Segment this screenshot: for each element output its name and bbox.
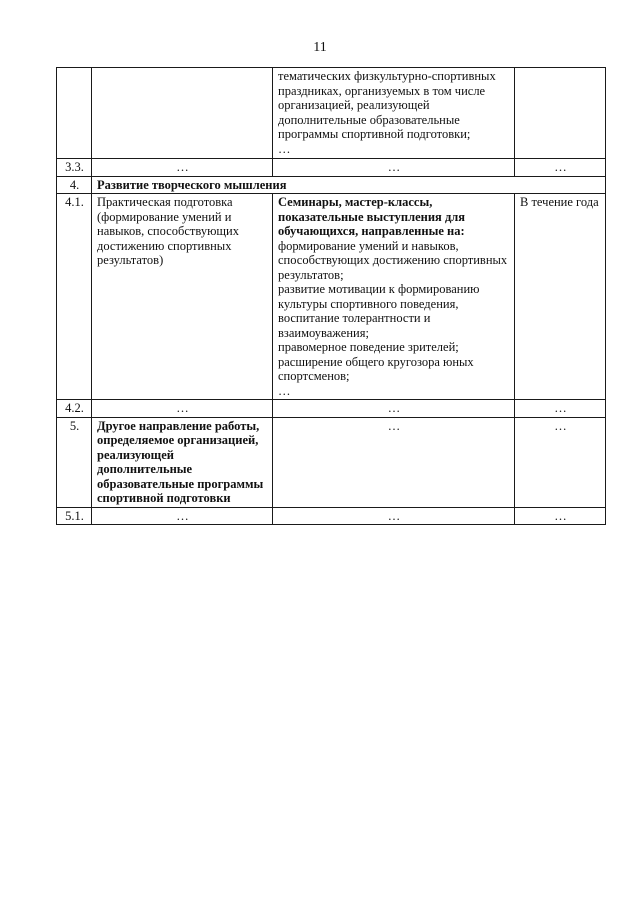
table-row-3-3 — [57, 159, 606, 177]
row-number-cell: 4.2. — [57, 400, 92, 418]
table-row-4-1 — [57, 194, 606, 400]
direction-cell: … — [92, 400, 273, 418]
timing-cell: … — [515, 400, 606, 418]
timing-cell: … — [515, 417, 606, 507]
section-title-cell: Развитие творческого мышления — [92, 176, 606, 194]
activity-cell: … — [273, 507, 515, 525]
activity-cell: … — [273, 159, 515, 177]
activity-heading: Семинары, мастер-классы, показательные выступления для обучающихся, направленные на: — [278, 195, 466, 238]
row-number-cell: 3.3. — [57, 159, 92, 177]
row-number-cell — [57, 68, 92, 159]
row-number-cell: 5. — [57, 417, 92, 507]
table-row-continuation — [57, 68, 606, 159]
direction-cell — [92, 68, 273, 159]
direction-cell: … — [92, 507, 273, 525]
activity-cell: … — [273, 400, 515, 418]
table-row-4-2 — [57, 400, 606, 418]
table-row-5 — [57, 417, 606, 507]
activity-body: формирование умений и навыков, способствующих достижению спортивных результатов; развитие мотивации к формированию культуры спортивного поведения, воспитание толерантности и взаимоуважения; правомерное поведение зрителей; расширение общего кругозора юных спортсменов; … — [278, 238, 508, 398]
activity-cell: тематических физкультурно-спортивных праздниках, организуемых в том числе организацией, реализующей дополнительные образовательные программы спортивной подготовки; … — [273, 68, 515, 159]
table-row-5-1 — [57, 507, 606, 525]
page-number: 11 — [313, 40, 327, 55]
row-number-cell: 5.1. — [57, 507, 92, 525]
plan-table — [56, 67, 606, 525]
row-number-cell: 4. — [57, 176, 92, 194]
row-number-cell: 4.1. — [57, 194, 92, 400]
timing-cell: В течение года — [515, 194, 606, 400]
table-row-4 — [57, 176, 606, 194]
direction-cell: Другое направление работы, определяемое организацией, реализующей дополнительные образовательные программы спортивной подготовки — [92, 417, 273, 507]
direction-cell: … — [92, 159, 273, 177]
timing-cell: … — [515, 507, 606, 525]
timing-cell — [515, 68, 606, 159]
timing-cell: … — [515, 159, 606, 177]
direction-cell: Практическая подготовка (формирование умений и навыков, способствующих достижению спортивных результатов) — [92, 194, 273, 400]
activity-cell — [273, 194, 515, 400]
activity-cell: … — [273, 417, 515, 507]
